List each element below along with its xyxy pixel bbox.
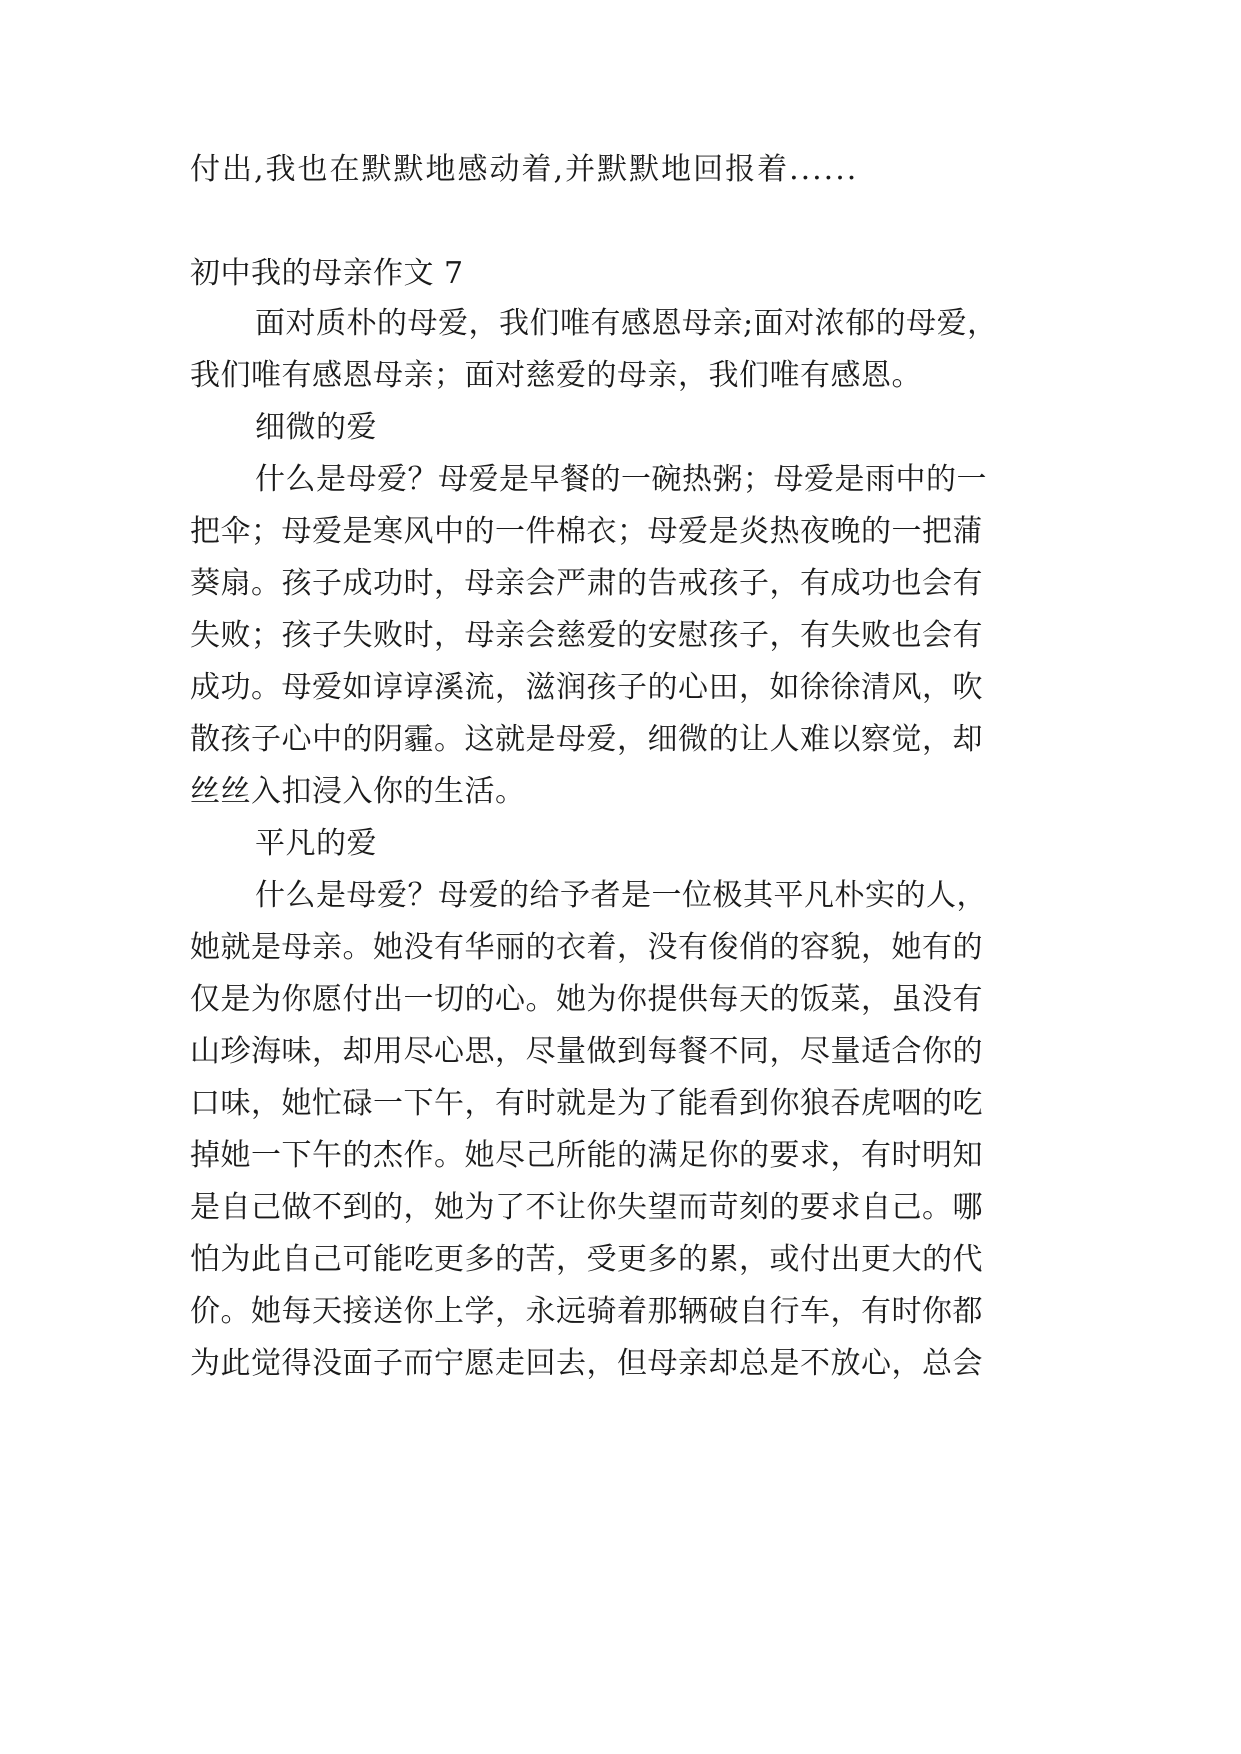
paragraph-line: 山珍海味，却用尽心思，尽量做到每餐不同，尽量适合你的 [190,1034,983,1069]
paragraph-line: 成功。母爱如谆谆溪流，滋润孩子的心田，如徐徐清风，吹 [190,670,983,705]
paragraph-line: 失败；孩子失败时，母亲会慈爱的安慰孩子，有失败也会有 [190,618,983,653]
section-heading: 初中我的母亲作文 7 [190,256,464,291]
paragraph-line: 丝丝入扣浸入你的生活。 [190,774,526,809]
subheading: 细微的爱 [255,410,377,445]
paragraph-line: 把伞；母爱是寒风中的一件棉衣；母爱是炎热夜晚的一把蒲 [190,514,983,549]
paragraph-line: 价。她每天接送你上学，永远骑着那辆破自行车，有时你都 [190,1294,983,1329]
paragraph-line: 为此觉得没面子而宁愿走回去，但母亲却总是不放心，总会 [190,1346,983,1381]
paragraph-line: 怕为此自己可能吃更多的苦，受更多的累，或付出更大的代 [190,1242,983,1277]
paragraph-line: 掉她一下午的杰作。她尽己所能的满足你的要求，有时明知 [190,1138,983,1173]
paragraph-line: 什么是母爱？母爱是早餐的一碗热粥；母爱是雨中的一 [255,462,987,497]
paragraph-line: 是自己做不到的，她为了不让你失望而苛刻的要求自己。哪 [190,1190,983,1225]
paragraph-line: 面对质朴的母爱，我们唯有感恩母亲;面对浓郁的母爱， [255,306,998,341]
text-line: 付出,我也在默默地感动着,并默默地回报着...... [190,152,859,187]
paragraph-line: 她就是母亲。她没有华丽的衣着，没有俊俏的容貌，她有的 [190,930,983,965]
paragraph-line: 什么是母爱？母爱的给予者是一位极其平凡朴实的人， [255,878,987,913]
paragraph-line: 我们唯有感恩母亲；面对慈爱的母亲，我们唯有感恩。 [190,358,922,393]
paragraph-line: 口味，她忙碌一下午，有时就是为了能看到你狼吞虎咽的吃 [190,1086,983,1121]
subheading: 平凡的爱 [255,826,377,861]
paragraph-line: 散孩子心中的阴霾。这就是母爱，细微的让人难以察觉，却 [190,722,983,757]
paragraph-line: 葵扇。孩子成功时，母亲会严肃的告戒孩子，有成功也会有 [190,566,983,601]
paragraph-line: 仅是为你愿付出一切的心。她为你提供每天的饭菜，虽没有 [190,982,983,1017]
